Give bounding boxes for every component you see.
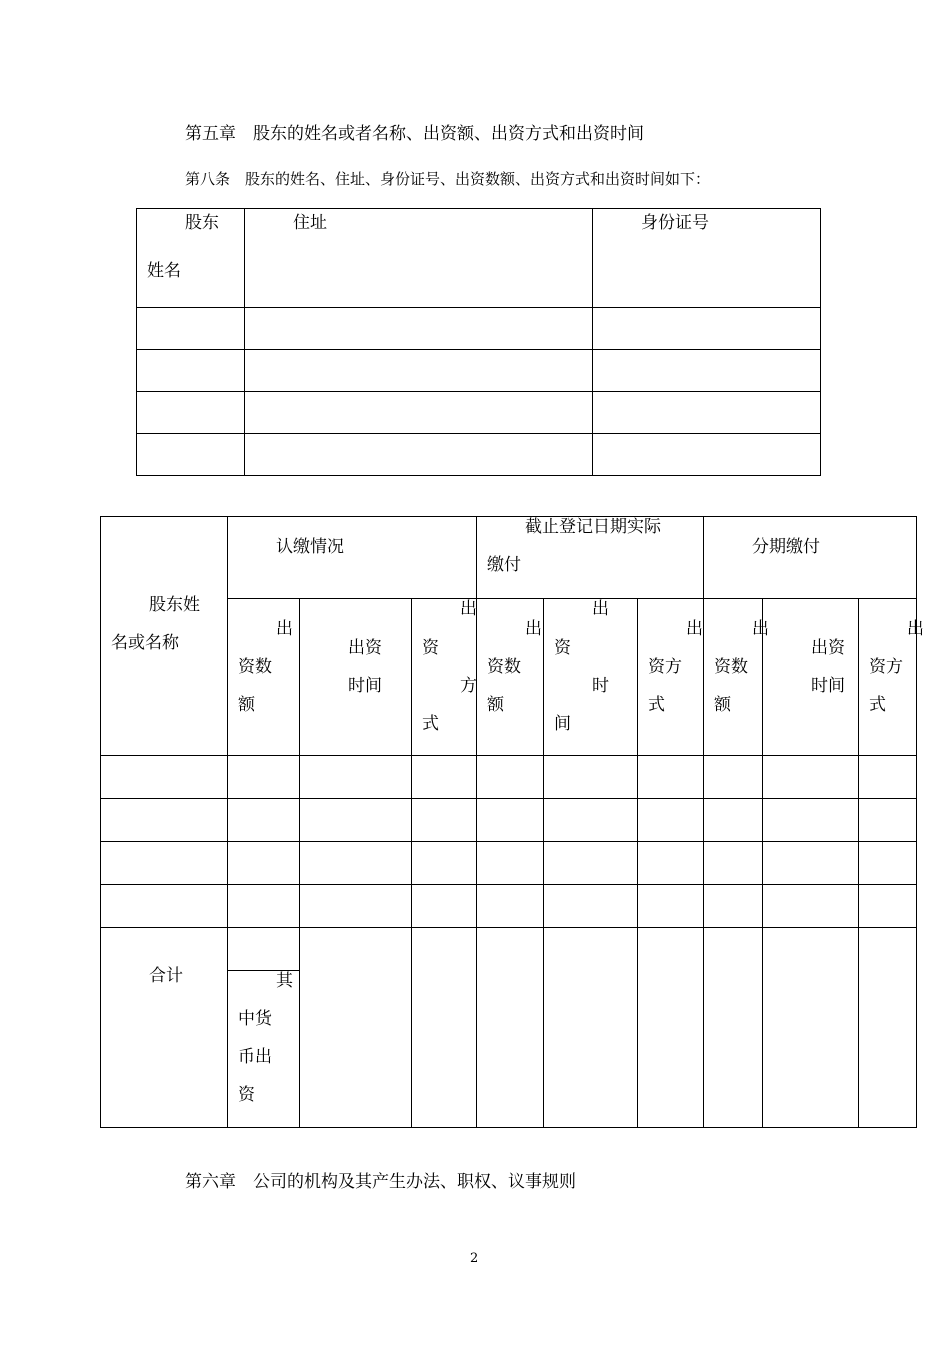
table-cell[interactable] xyxy=(137,308,245,350)
table-cell[interactable] xyxy=(477,799,544,842)
table-cell[interactable] xyxy=(477,842,544,885)
table-cell[interactable] xyxy=(228,756,300,799)
table-cell[interactable] xyxy=(300,885,412,928)
table-cell[interactable] xyxy=(300,928,412,1128)
table-cell[interactable] xyxy=(412,799,477,842)
sub-text: 额 xyxy=(714,695,732,715)
table-cell[interactable] xyxy=(137,392,245,434)
sub-text: 时 xyxy=(592,676,610,696)
table-cell[interactable] xyxy=(704,885,763,928)
table-cell[interactable] xyxy=(101,799,228,842)
header-cell-installment xyxy=(704,517,917,599)
table-header-row xyxy=(101,517,917,599)
table-cell[interactable] xyxy=(544,885,638,928)
header-actual-line2: 缴付 xyxy=(487,555,522,575)
subheader-amount-2 xyxy=(477,599,544,756)
table-cell[interactable] xyxy=(544,799,638,842)
sub-text: 式 xyxy=(869,695,887,715)
table-cell[interactable] xyxy=(101,842,228,885)
header-shareholder-line2: 名或名称 xyxy=(111,633,179,653)
table-cell[interactable] xyxy=(228,799,300,842)
capital-contribution-table xyxy=(100,516,925,1128)
sub-text: 出 xyxy=(907,619,925,639)
sub-text: 资 xyxy=(422,638,439,658)
sub-text: 式 xyxy=(422,714,439,734)
table-cell[interactable] xyxy=(544,928,638,1128)
table-cell[interactable] xyxy=(593,392,821,434)
table-cell[interactable] xyxy=(704,842,763,885)
table-cell[interactable] xyxy=(638,928,704,1128)
subheader-amount-3 xyxy=(704,599,770,756)
sub-text: 时间 xyxy=(348,676,382,696)
total-row xyxy=(101,928,917,971)
sub-text: 资 xyxy=(554,638,572,658)
table-cell[interactable] xyxy=(638,842,704,885)
table-cell[interactable] xyxy=(763,842,859,885)
header-subscribed: 认缴情况 xyxy=(276,537,344,557)
sub-text: 出 xyxy=(592,599,610,619)
sub-text: 出 xyxy=(460,599,477,619)
table-cell[interactable] xyxy=(412,756,477,799)
table-cell[interactable] xyxy=(477,928,544,1128)
table-cell[interactable] xyxy=(638,756,704,799)
table-cell[interactable] xyxy=(300,842,412,885)
sub-text: 出资 xyxy=(348,638,382,658)
sub-text: 出 xyxy=(525,619,543,639)
table-cell[interactable] xyxy=(638,799,704,842)
table-cell[interactable] xyxy=(228,842,300,885)
table-cell[interactable] xyxy=(137,350,245,392)
header-name-line2: 姓名 xyxy=(147,261,181,281)
table-cell[interactable] xyxy=(101,885,228,928)
header-name-line1: 股东 xyxy=(185,213,219,233)
total-label: 合计 xyxy=(149,966,183,986)
total-label-cell xyxy=(101,928,228,1128)
shareholder-info-table xyxy=(136,208,821,476)
page-number: 2 xyxy=(470,1251,479,1266)
table-cell[interactable] xyxy=(245,308,593,350)
table-row xyxy=(137,434,821,476)
currency-text: 币出 xyxy=(238,1047,272,1067)
table-cell[interactable] xyxy=(245,434,593,476)
sub-text: 出 xyxy=(276,619,293,639)
subheader-method-2 xyxy=(638,599,704,756)
currency-text: 其 xyxy=(276,971,293,991)
table-cell[interactable] xyxy=(228,928,300,971)
subheader-method xyxy=(412,599,477,756)
sub-text: 时间 xyxy=(811,676,846,696)
table-cell[interactable] xyxy=(245,392,593,434)
table-cell[interactable] xyxy=(763,885,859,928)
subheader-time-2 xyxy=(544,599,638,756)
table-cell[interactable] xyxy=(477,885,544,928)
header-actual-line1: 截止登记日期实际 xyxy=(525,517,662,537)
subheader-method-3 xyxy=(859,599,925,756)
header-cell-address xyxy=(245,209,593,308)
chapter-6-title: 第六章 公司的机构及其产生办法、职权、议事规则 xyxy=(185,1172,576,1192)
sub-text: 资数 xyxy=(487,657,522,677)
table-cell[interactable] xyxy=(704,799,763,842)
header-installment: 分期缴付 xyxy=(752,537,821,557)
sub-text: 出资 xyxy=(811,638,846,658)
table-cell[interactable] xyxy=(859,842,917,885)
table-cell[interactable] xyxy=(763,756,859,799)
sub-text: 出 xyxy=(686,619,704,639)
table-cell[interactable] xyxy=(544,756,638,799)
table-cell[interactable] xyxy=(412,885,477,928)
table-cell[interactable] xyxy=(245,350,593,392)
subheader-time-3 xyxy=(763,599,859,756)
subheader-time xyxy=(300,599,412,756)
table-row xyxy=(137,308,821,350)
table-header-row xyxy=(137,209,821,308)
header-cell-shareholder xyxy=(101,517,228,756)
sub-text: 资方 xyxy=(648,657,683,677)
table-row xyxy=(137,392,821,434)
table-cell[interactable] xyxy=(593,350,821,392)
table-cell[interactable] xyxy=(638,885,704,928)
table-cell[interactable] xyxy=(300,799,412,842)
table-cell[interactable] xyxy=(859,885,917,928)
table-cell[interactable] xyxy=(228,885,300,928)
header-cell-name xyxy=(137,209,245,308)
chapter-5-title: 第五章 股东的姓名或者名称、出资额、出资方式和出资时间 xyxy=(185,124,644,144)
table-cell[interactable] xyxy=(412,842,477,885)
table-cell[interactable] xyxy=(544,842,638,885)
currency-label-cell xyxy=(228,971,300,1128)
article-8-text: 第八条 股东的姓名、住址、身份证号、出资数额、出资方式和出资时间如下： xyxy=(185,170,711,188)
sub-text: 出 xyxy=(752,619,770,639)
currency-text: 资 xyxy=(238,1085,255,1105)
table-row xyxy=(137,350,821,392)
sub-text: 额 xyxy=(487,695,505,715)
table-cell[interactable] xyxy=(412,928,477,1128)
sub-text: 资数 xyxy=(238,657,272,677)
table-row xyxy=(101,799,917,842)
sub-text: 额 xyxy=(238,695,255,715)
sub-text: 资数 xyxy=(714,657,749,677)
table-row xyxy=(101,842,917,885)
header-address: 住址 xyxy=(293,213,327,233)
table-cell[interactable] xyxy=(101,756,228,799)
table-cell[interactable] xyxy=(859,799,917,842)
table-cell[interactable] xyxy=(477,756,544,799)
table-cell[interactable] xyxy=(763,928,859,1128)
sub-text: 间 xyxy=(554,714,572,734)
table-row xyxy=(101,885,917,928)
header-cell-actual xyxy=(477,517,704,599)
table-cell[interactable] xyxy=(593,308,821,350)
table-cell[interactable] xyxy=(763,799,859,842)
header-cell-subscribed xyxy=(228,517,477,599)
table-cell[interactable] xyxy=(593,434,821,476)
table-cell[interactable] xyxy=(859,756,917,799)
table-cell[interactable] xyxy=(704,928,763,1128)
table-row xyxy=(101,756,917,799)
header-shareholder-line1: 股东姓 xyxy=(149,595,200,615)
table-cell[interactable] xyxy=(704,756,763,799)
header-id-number: 身份证号 xyxy=(641,213,709,233)
subheader-amount xyxy=(228,599,300,756)
table-cell[interactable] xyxy=(300,756,412,799)
header-cell-id xyxy=(593,209,821,308)
table-cell[interactable] xyxy=(137,434,245,476)
sub-text: 式 xyxy=(648,695,666,715)
sub-text: 方 xyxy=(460,676,477,696)
currency-text: 中货 xyxy=(238,1009,272,1029)
table-cell[interactable] xyxy=(859,928,917,1128)
sub-text: 资方 xyxy=(869,657,904,677)
